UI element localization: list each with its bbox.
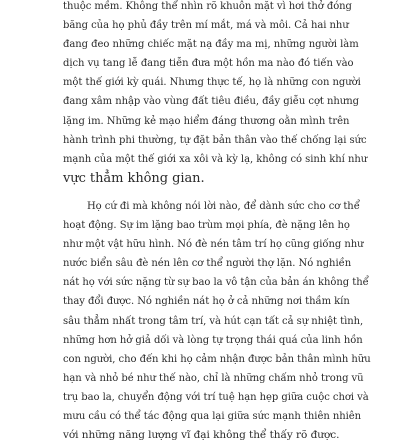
text-line: con người, cho đến khi họ cảm nhận được bản thân mình hữu — [63, 353, 371, 365]
text-line: những hơn hở giả dối và lòng tự trọng thái quá của linh hồn — [63, 334, 363, 346]
text-line: băng của họ phủ đầy trên mí mắt, má và môi. Cả hai như — [63, 20, 349, 32]
text-line: như một vật hữu hình. Nó đè nén tâm trí họ cũng giống như — [63, 239, 364, 251]
text-line: hạn và nhỏ bé như thế nào, chỉ là những chấm nhỏ trong vũ — [63, 372, 364, 384]
text-line: trụ bao la, chuyển động với trí tuệ hạn hẹp giữa cuộc chơi và — [63, 391, 369, 403]
text-line: đang xâm nhập vào vùng đất tiêu điều, đầy giễu cợt nhưng — [63, 96, 359, 108]
text-line: một thế giới kỳ quái. Nhưng thực tế, họ là những con người — [63, 77, 361, 89]
text-line: Họ cứ đi mà không nói lời nào, để dành sức cho cơ thể — [87, 200, 360, 212]
text-line: dịch vụ tang lễ đang tiễn đưa một hồn ma nào đó tiến vào — [63, 58, 354, 70]
text-line: nước biển sâu đè nén lên cơ thể người thợ lặn. Nó nghiền — [63, 258, 352, 270]
text-line: đang đeo những chiếc mặt nạ đầy ma mị, những người làm — [63, 39, 359, 51]
text-line: mạnh của một thế giới xa xôi và kỳ lạ, không có sinh khí như — [63, 153, 368, 165]
text-line: nát họ với sức nặng từ sự bao la vô tận của bản án không thể — [63, 277, 369, 289]
text-line: sâu thẳm nhất trong tâm trí, và hút cạn tất cả sự nhiệt tình, — [63, 315, 364, 327]
text-line: hoạt động. Sự im lặng bao trùm mọi phía, đè nặng lên họ — [63, 220, 350, 232]
text-line: mưu cầu có thể tác động qua lại giữa sức mạnh thiên nhiên — [63, 410, 362, 422]
text-line: lặng im. Những kẻ mạo hiểm đáng thương oằn mình trên — [63, 115, 350, 127]
text-line: hành trình phi thường, tự đặt bản thân vào thế chống lại sức — [63, 134, 367, 146]
paragraph-gap — [0, 188, 400, 197]
text-line: vực thẳm không gian. — [63, 170, 205, 186]
text-line: thay đổi được. Nó nghiền nát họ ở cả những nơi thầm kín — [63, 296, 350, 308]
text-line: với những năng lượng vĩ đại không thể thấy rõ được. — [63, 429, 340, 442]
paragraph — [0, 197, 400, 445]
text-line: thuộc mềm. Không thể nhìn rõ khuôn mặt vì hơi thở đóng — [63, 1, 352, 12]
paragraph — [0, 0, 400, 188]
